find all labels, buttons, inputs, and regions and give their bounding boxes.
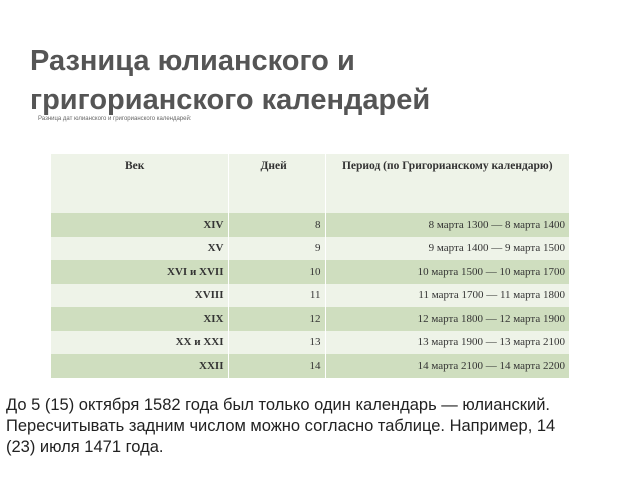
slide-title	[30, 42, 610, 120]
table-row	[51, 284, 569, 308]
cell-period: 11 марта 1700 — 11 марта 1800	[325, 284, 569, 308]
table-row	[51, 213, 569, 237]
cell-period: 10 марта 1500 — 10 марта 1700	[325, 260, 569, 284]
table-row	[51, 237, 569, 261]
body-line-1: До 5 (15) октября 1582 года был только один календарь — юлианский.	[6, 396, 550, 414]
table-header-row	[51, 154, 569, 213]
cell-century: XVIII	[51, 284, 228, 308]
cell-days: 9	[228, 237, 325, 261]
cell-period: 9 марта 1400 — 9 марта 1500	[325, 237, 569, 261]
slide-title-line-2: григорианского календарей	[30, 84, 431, 116]
cell-century: XIV	[51, 213, 228, 237]
cell-century: XIX	[51, 307, 228, 331]
cell-days: 8	[228, 213, 325, 237]
cell-days: 12	[228, 307, 325, 331]
slide-title-line-1: Разница юлианского и	[30, 45, 355, 77]
header-period: Период (по Григорианскому календарю)	[325, 154, 569, 213]
header-days: Дней	[228, 154, 325, 213]
cell-century: XX и XXI	[51, 331, 228, 355]
cell-days: 11	[228, 284, 325, 308]
body-line-2: Пересчитывать задним числом можно согласно таблице. Например, 14	[6, 417, 556, 435]
cell-century: XVI и XVII	[51, 260, 228, 284]
cell-days: 10	[228, 260, 325, 284]
cell-days: 14	[228, 354, 325, 378]
table-caption: Разница дат юлианского и григорианского календарей:	[38, 116, 192, 122]
cell-period: 12 марта 1800 — 12 марта 1900	[325, 307, 569, 331]
cell-century: XV	[51, 237, 228, 261]
table-row	[51, 260, 569, 284]
header-century: Век	[51, 154, 228, 213]
calendar-difference-table	[51, 154, 569, 378]
table-row	[51, 307, 569, 331]
body-line-3: (23) июля 1471 года.	[6, 438, 164, 456]
table-row	[51, 331, 569, 355]
cell-period: 14 марта 2100 — 14 марта 2200	[325, 354, 569, 378]
table-row	[51, 354, 569, 378]
body-paragraph	[6, 395, 631, 458]
cell-period: 8 марта 1300 — 8 марта 1400	[325, 213, 569, 237]
cell-century: XXII	[51, 354, 228, 378]
cell-days: 13	[228, 331, 325, 355]
cell-period: 13 марта 1900 — 13 марта 2100	[325, 331, 569, 355]
